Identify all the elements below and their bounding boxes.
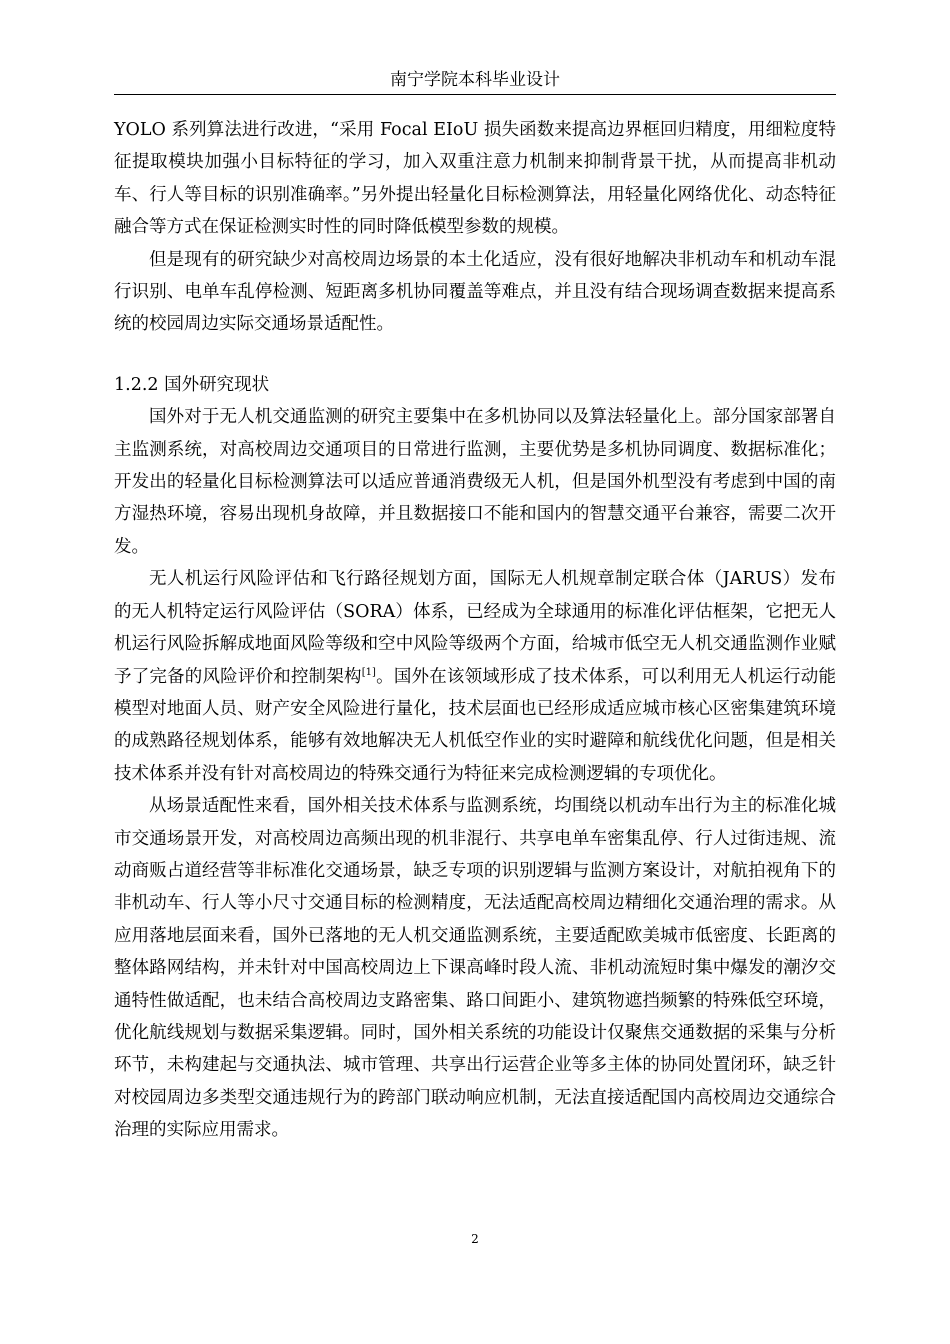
body-paragraph-2: 但是现有的研究缺少对高校周边场景的本土化适应，没有很好地解决非机动车和机动车混行识别、电单车乱停检测、短距离多机协同覆盖等难点，并且没有结合现场调查数据来提高系统的校园周边实际交通场景适配性。 <box>114 249 836 335</box>
citation-reference[interactable]: [1] <box>361 666 376 678</box>
header-divider <box>114 94 836 95</box>
section-heading: 1.2.2 国外研究现状 <box>114 374 270 395</box>
paragraph-4-text-start: 无人机运行风险评估和飞行路径规划方面，国际无人机规章制定联合体（JARUS）发布的无人机特定运行风险评估（SORA）体系，已经成为全球通用的标准化评估框架，它把无人机运行风险拆解成地面风险等级和空中风险等级两个方面，给城市低空无人机交通监测作业赋予了完备的风险评价和控制架构 <box>114 569 836 687</box>
paragraph-4-text-end: 。国外在该领域形成了技术体系，可以利用无人机运行动能模型对地面人员、财产安全风险进行量化，技术层面也已经形成适应城市核心区密集建筑环境的成熟路径规划体系，能够有效地解决无人机低空作业的实时避障和航线优化问题，但是相关技术体系并没有针对高校周边的特殊交通行为特征来完成检测逻辑的专项优化。 <box>114 666 837 784</box>
body-paragraph-1: YOLO 系列算法进行改进，“采用 Focal EIoU 损失函数来提高边界框回归精度，用细粒度特征提取模块加强小目标特征的学习，加入双重注意力机制来抑制背景干扰，从而提高非机动车、行人等目标的识别准确率。”另外提出轻量化目标检测算法，用轻量化网络优化、动态特征融合等方式在保证检测实时性的同时降低模型参数的规模。 <box>114 120 836 238</box>
body-paragraph-5: 从场景适配性来看，国外相关技术体系与监测系统，均围绕以机动车出行为主的标准化城市交通场景开发，对高校周边高频出现的机非混行、共享电单车密集乱停、行人过街违规、流动商贩占道经营等非标准化交通场景，缺乏专项的识别逻辑与监测方案设计，对航拍视角下的非机动车、行人等小尺寸交通目标的检测精度，无法适配高校周边精细化交通治理的需求。从应用落地层面来看，国外已落地的无人机交通监测系统，主要适配欧美城市低密度、长距离的整体路网结构，并未针对中国高校周边上下课高峰时段人流、非机动流短时集中爆发的潮汐交通特性做适配，也未结合高校周边支路密集、路口间距小、建筑物遮挡频繁的特殊低空环境，优化航线规划与数据采集逻辑。同时，国外相关系统的功能设计仅聚焦交通数据的采集与分析环节，未构建起与交通执法、城市管理、共享出行运营企业等多主体的协同处置闭环，缺乏针对校园周边多类型交通违规行为的跨部门联动响应机制，无法直接适配国内高校周边交通综合治理的实际应用需求。 <box>114 796 836 1141</box>
page-header-title: 南宁学院本科毕业设计 <box>390 70 560 90</box>
body-paragraph-4 <box>114 563 836 790</box>
page-number: 2 <box>471 1232 479 1246</box>
body-paragraph-3: 国外对于无人机交通监测的研究主要集中在多机协同以及算法轻量化上。部分国家部署自主监测系统，对高校周边交通项目的日常进行监测，主要优势是多机协同调度、数据标准化；开发出的轻量化目标检测算法可以适应普通消费级无人机，但是国外机型没有考虑到中国的南方湿热环境，容易出现机身故障，并且数据接口不能和国内的智慧交通平台兼容，需要二次开发。 <box>114 407 836 557</box>
document-body <box>114 114 836 1147</box>
